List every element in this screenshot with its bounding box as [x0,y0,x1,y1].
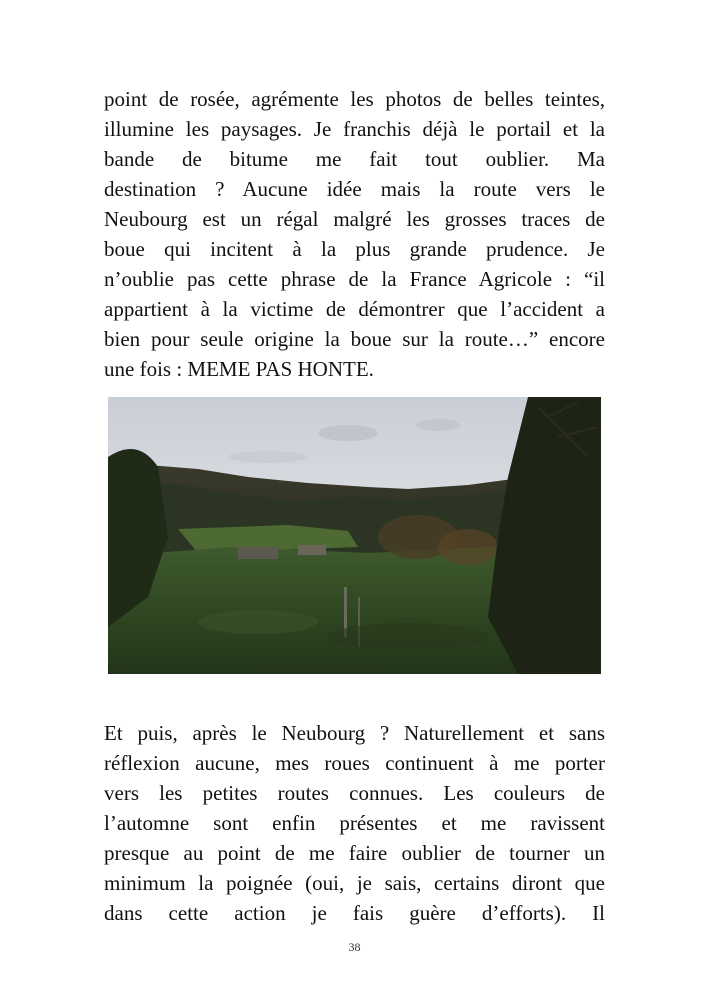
paragraph-line: bien pour seule origine la boue sur la route…” encore [104,327,605,351]
paragraph-line: boue qui incitent à la plus grande prudence. Je [104,237,605,261]
paragraph-line: destination ? Aucune idée mais la route vers le [104,177,605,201]
paragraph-line: l’automne sont enfin présentes et me ravissent [104,811,605,835]
paragraph-line: Et puis, après le Neubourg ? Naturellement et sans [104,721,605,745]
paragraph-2 [104,718,605,928]
paragraph-line: point de rosée, agrémente les photos de belles teintes, [104,87,605,111]
paragraph-line: dans cette action je fais guère d’efforts). Il [104,901,605,925]
paragraph-line: vers les petites routes connues. Les couleurs de [104,781,605,805]
landscape-photo [108,397,601,674]
paragraph-line: bande de bitume me fait tout oublier. Ma [104,147,605,171]
paragraph-line: illumine les paysages. Je franchis déjà le portail et la [104,117,605,141]
paragraph-line: presque au point de me faire oublier de tourner un [104,841,605,865]
paragraph-line: réflexion aucune, mes roues continuent à me porter [104,751,605,775]
paragraph-1 [104,84,605,384]
paragraph-line: appartient à la victime de démontrer que l’accident a [104,297,605,321]
paragraph-line: Neubourg est un régal malgré les grosses traces de [104,207,605,231]
landscape-image [108,397,601,674]
page-number: 38 [348,940,361,954]
paragraph-line: minimum la poignée (oui, je sais, certains diront que [104,871,605,895]
paragraph-line: une fois : MEME PAS HONTE. [104,357,374,381]
paragraph-line: n’oublie pas cette phrase de la France Agricole : “il [104,267,605,291]
